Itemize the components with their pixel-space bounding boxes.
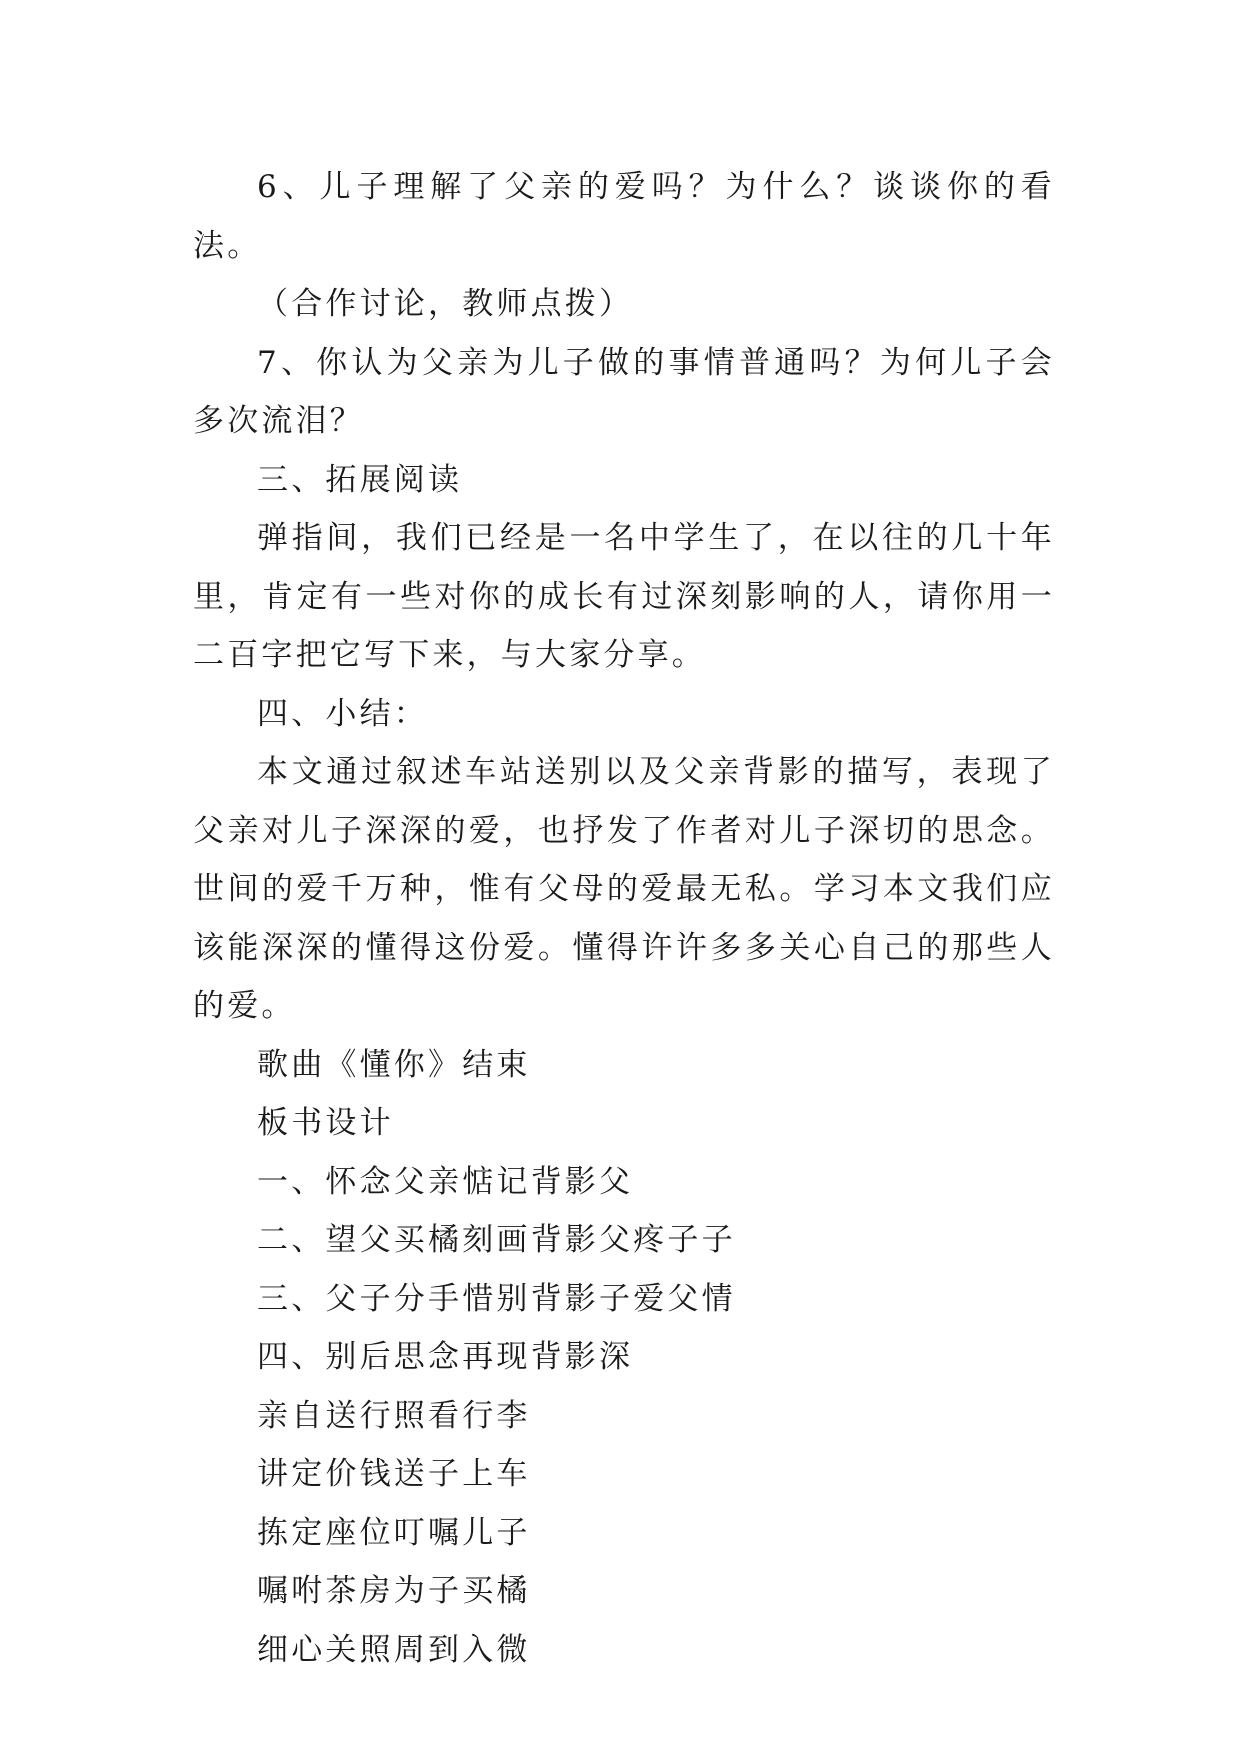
document-body xyxy=(193,158,1055,1679)
paragraph-discussion-note: （合作讨论，教师点拨） xyxy=(257,286,634,322)
board-detail-2: 讲定价钱送子上车 xyxy=(257,1456,531,1492)
section-heading-extended-reading: 三、拓展阅读 xyxy=(257,461,463,498)
board-detail-5: 细心关照周到入微 xyxy=(257,1631,531,1668)
board-detail-4: 嘱咐茶房为子买橘 xyxy=(257,1573,531,1609)
paragraph-song-ending: 歌曲《懂你》结束 xyxy=(257,1046,531,1083)
section-heading-summary: 四、小结： xyxy=(257,695,428,732)
board-detail-3: 拣定座位叮嘱儿子 xyxy=(257,1514,531,1551)
board-line-1: 一、怀念父亲惦记背影父 xyxy=(257,1163,634,1200)
board-detail-1: 亲自送行照看行李 xyxy=(257,1397,531,1434)
board-line-4: 四、别后思念再现背影深 xyxy=(257,1339,634,1375)
paragraph-question-6: 6、儿子理解了父亲的爱吗？为什么？谈谈你的看法。 xyxy=(193,169,1055,264)
paragraph-question-7: 7、你认为父亲为儿子做的事情普通吗？为何儿子会多次流泪？ xyxy=(193,344,1055,439)
board-line-2: 二、望父买橘刻画背影父疼子子 xyxy=(257,1222,736,1258)
paragraph-summary: 本文通过叙述车站送别以及父亲背影的描写，表现了父亲对儿子深深的爱，也抒发了作者对儿子深切的思念。世间的爱千万种，惟有父母的爱最无私。学习本文我们应该能深深的懂得这份爱。懂得许许多多关心自己的那些人的爱。 xyxy=(193,754,1055,1024)
paragraph-extended-reading: 弹指间，我们已经是一名中学生了，在以往的几十年里，肯定有一些对你的成长有过深刻影响的人，请你用一二百字把它写下来，与大家分享。 xyxy=(193,520,1055,673)
section-heading-board-design: 板书设计 xyxy=(257,1105,394,1141)
board-line-3: 三、父子分手惜别背影子爱父情 xyxy=(257,1280,736,1317)
